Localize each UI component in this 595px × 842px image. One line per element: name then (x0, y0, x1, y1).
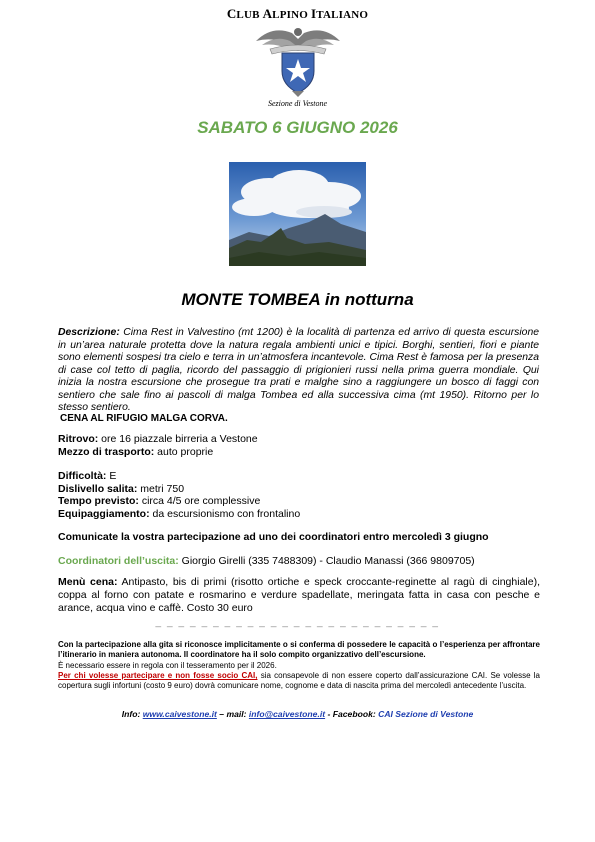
ritrovo-line (58, 433, 543, 446)
mezzo-value: auto proprie (154, 445, 214, 458)
dinner-note: CENA AL RIFUGIO MALGA CORVA. (60, 413, 228, 424)
responsibility-note: Con la partecipazione alla gita si riconosce implicitamente o si conferma di possedere le capacità o l’esperienza per affrontare l’itinerario in maniera autonoma. Il coordinatore ha il solo compito organizzativo dell’escursione. (58, 640, 540, 660)
dislivello-label: Dislivello salita: (58, 482, 138, 495)
contacts-line (0, 709, 595, 719)
coordinators-label: Coordinatori dell’uscita: (58, 555, 179, 567)
coordinators (58, 555, 543, 568)
separator: _ _ _ _ _ _ _ _ _ _ _ _ _ _ _ _ _ _ _ _ _ _ _ _ _ (155, 617, 440, 628)
equipaggiamento-line (58, 508, 543, 521)
section-name: Sezione di Vestone (267, 99, 328, 108)
event-date: SABATO 6 GIUGNO 2026 (197, 118, 398, 137)
club-word: LUB (236, 9, 260, 21)
difficolta-label: Difficoltà: (58, 470, 107, 482)
ritrovo-value: ore 16 piazzale birreria a Vestone (98, 433, 258, 445)
equipaggiamento-value: da escursionismo con frontalino (149, 507, 301, 520)
ritrovo-label: Ritrovo: (58, 433, 99, 445)
dinner-menu (58, 576, 540, 615)
club-letter: I (310, 6, 317, 21)
trip-details (58, 470, 543, 520)
mezzo-label: Mezzo di trasporto: (58, 445, 155, 458)
facebook-label: - Facebook: (325, 709, 379, 719)
club-word: LPINO (272, 9, 309, 21)
mezzo-line (58, 446, 543, 459)
menu-label: Menù cena: (58, 576, 118, 588)
website-link[interactable]: www.caivestone.it (142, 709, 217, 719)
equipaggiamento-label: Equipaggiamento: (58, 507, 150, 520)
mail-label: – mail: (216, 709, 249, 719)
meeting-info (58, 433, 543, 458)
description-label: Descrizione: (58, 327, 120, 338)
membership-note: È necessario essere in regola con il tesseramento per il 2026. (58, 661, 277, 670)
email-link[interactable]: info@caivestone.it (248, 709, 326, 719)
dislivello-line (58, 483, 543, 496)
mountain-landscape-image (229, 162, 366, 266)
cai-eagle-logo-icon (252, 19, 344, 97)
participation-notice: Comunicate la vostra partecipazione ad uno dei coordinatori entro mercoledì 3 giugno (58, 531, 489, 543)
difficolta-line (58, 470, 543, 483)
info-label: Info: (121, 709, 143, 719)
club-letter: A (262, 6, 273, 21)
coordinators-value: Giorgio Girelli (335 7488309) - Claudio Manassi (366 9809705) (178, 555, 475, 567)
description (58, 327, 539, 415)
dislivello-value: metri 750 (137, 482, 185, 495)
club-letter: C (226, 6, 237, 21)
difficolta-value: E (106, 470, 117, 482)
club-word: TALIANO (316, 9, 369, 21)
facebook-link[interactable]: CAI Sezione di Vestone (378, 709, 474, 719)
tempo-line (58, 495, 543, 508)
event-title: MONTE TOMBEA in notturna (181, 290, 414, 309)
non-member-text: sia consapevole di non essere coperto dall’assicurazione CAI. Se volesse la copertura sugli infortuni (costo 9 euro) dovrà comunicare nome, cognome e data di nascita prima del mercoledì antecedente l’uscita. (58, 671, 540, 691)
description-text: Cima Rest in Valvestino (mt 1200) è la località di partenza ed arrivo di questa escursione in un’area naturale protetta dove la natura regala ambienti unici e tipici. Borghi, sentieri, fiori e piante sono elementi sospesi tra cielo e terra in un’atmosfera incantevole. Cima Rest è famosa per la presenza di case col tetto di paglia, ricordo del passaggio di prigionieri russi nella prima guerra mondiale. Qui inizia la nostra escursione che prosegue tra prati e malghe sino a raggiungere un bosco di faggi con sentiero che sale fino ai pascoli di malga Tombea ed alla successiva cima (mt 1950). Ritorno per lo stesso sentiero. (58, 327, 539, 413)
non-member-warning: Per chi volesse partecipare e non fosse socio CAI, (58, 671, 258, 680)
non-member-note (58, 671, 540, 692)
menu-value: Antipasto, bis di primi (risotto ortiche e speck croccante-reginette al ragù di cinghiale), coppa al forno con patate e rosmarino e verdure spadellate, meringata fatta in casa con pesche e arance, acqua vino e caffè. Costo 30 euro (58, 576, 540, 614)
tempo-label: Tempo previsto: (58, 495, 139, 507)
tempo-value: circa 4/5 ore complessive (138, 495, 261, 507)
